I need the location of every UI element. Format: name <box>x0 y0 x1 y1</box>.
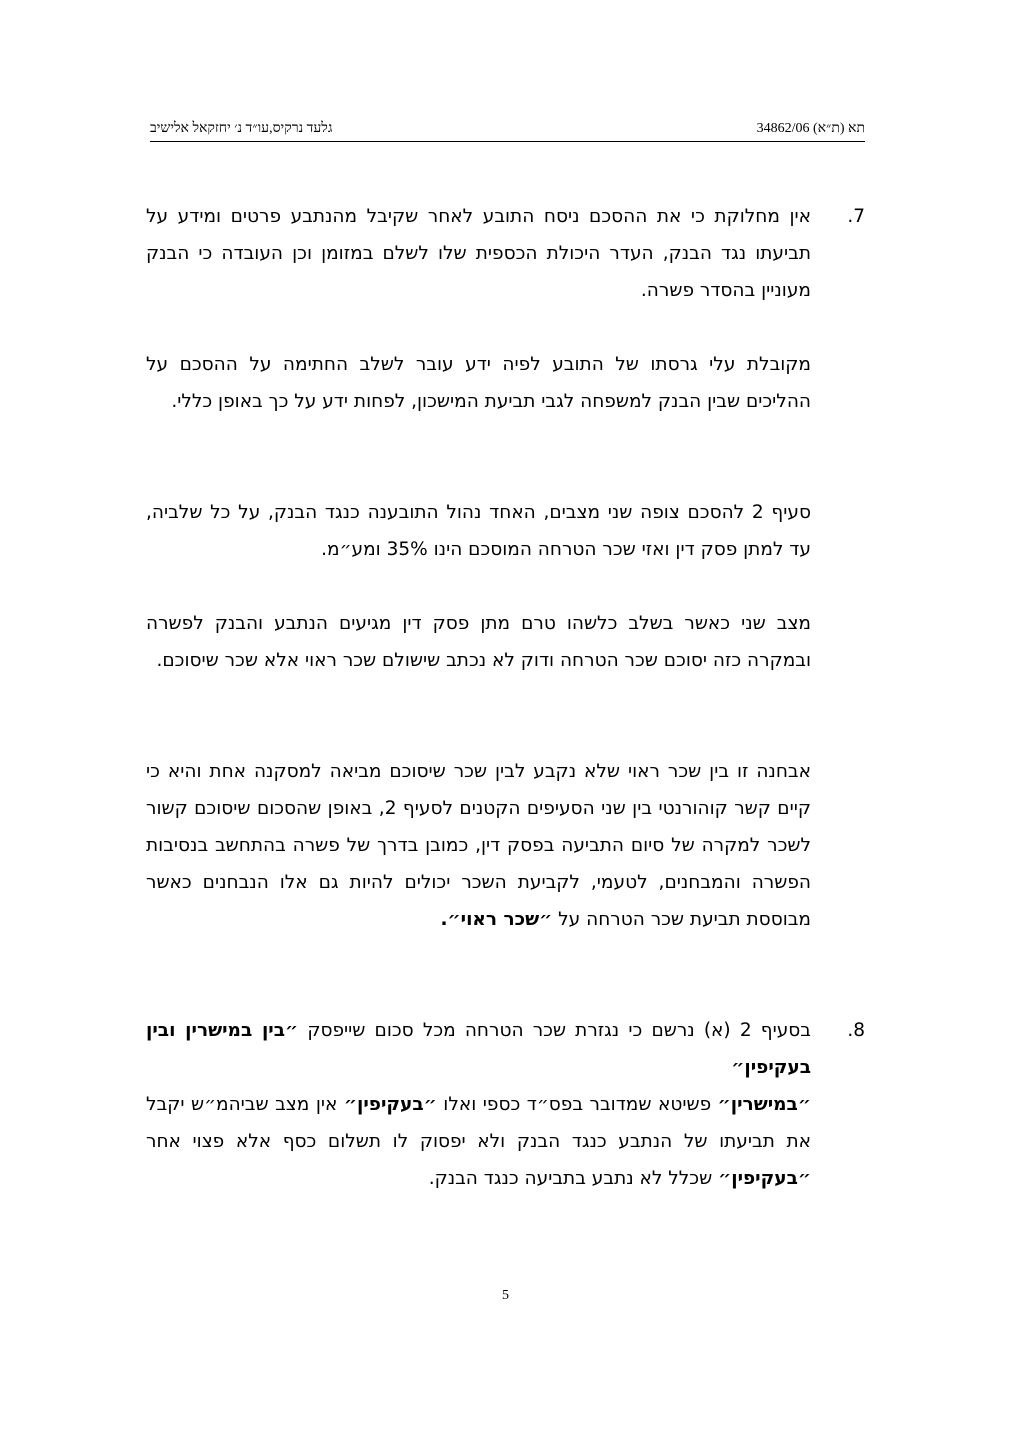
section-8-paragraph <box>146 1012 811 1197</box>
paragraph-text: מקובלת עלי גרסתו של התובע לפיה ידע עובר לשלב החתימה על ההסכם על ההליכים שבין הבנק למשפחה לגבי תביעת המישכון, לפחות ידע על כך באופן כללי. <box>146 354 811 412</box>
paragraph-text: מצב שני כאשר בשלב כלשהו טרם מתן פסק דין מגיעים הנתבע והבנק לפשרה ובמקרה כזה יסוכם שכר הטרחה ודוק לא נכתב שישולם שכר ראוי אלא שכר שיסוכם. <box>146 613 811 671</box>
section-7-paragraph-3 <box>146 494 811 568</box>
emphasis-beakifin: ״בעקיפין״ <box>343 1094 437 1115</box>
paragraph-text-run: בסעיף 2 (א) נרשם כי נגזרת שכר הטרחה מכל סכום שייפסק <box>298 1020 812 1041</box>
emphasis-shachar-raui: ״שכר ראוי״. <box>440 909 553 930</box>
section-7-paragraph-1 <box>146 198 811 309</box>
section-7-paragraph-5 <box>146 753 811 938</box>
emphasis-beakifin: ״בעקיפין״ <box>718 1168 811 1189</box>
emphasis-bemishrin: ״במישרין״ <box>717 1094 811 1115</box>
paragraph-text <box>146 753 811 938</box>
section-7-paragraph-4 <box>146 605 811 679</box>
paragraph-text-run: פשיטא שמדובר בפס״ד כספי ואלו <box>436 1094 718 1115</box>
paragraph-text <box>146 1012 811 1086</box>
page-number: 5 <box>502 1288 509 1303</box>
paragraph-text-run: שכלל לא נתבע בתביעה כנגד הבנק. <box>428 1168 719 1189</box>
section-7-paragraph-2 <box>146 346 811 420</box>
paragraph-text: אין מחלוקת כי את ההסכם ניסח התובע לאחר שקיבל מהנתבע פרטים ומידע על תביעתו נגד הבנק, העדר היכולת הכספית שלו לשלם במזומן וכן העובדה כי הבנק מעוניין בהסדר פשרה. <box>146 206 811 301</box>
paragraph-text-run: אין מצב שביהמ״ש יקבל את תביעתו של הנתבע כנגד הבנק ולא יפסוק לו תשלום כסף אלא פצוי אחר <box>146 1094 811 1152</box>
paragraph-text <box>146 1086 811 1197</box>
case-number: תא (ת״א) 34862/06 <box>756 121 865 136</box>
emphasis-bein-bemishrin: ״בין במישרין ובין בעקיפין״ <box>146 1020 811 1078</box>
paragraph-text-run: אבחנה זו בין שכר ראוי שלא נקבע לבין שכר שיסוכם מביאה למסקנה אחת והיא כי קיים קשר קוהורנטי בין שני הסעיפים הקטנים לסעיף 2, באופן שהסכום שיסוכם קשור לשכר למקרה של סיום התביעה בפסק דין, כמובן בדרך של פשרה בהתחשב בנסיבות הפשרה והמבחנים, לטעמי, לקביעת השכר יכולים להיות גם אלו הנבחנים כאשר מבוססת תביעת שכר הטרחה על <box>146 761 811 930</box>
paragraph-text: סעיף 2 להסכם צופה שני מצבים, האחד נהול התובענה כנגד הבנק, על כל שלביה, עד למתן פסק דין ואזי שכר הטרחה המוסכם הינו 35% ומע״מ. <box>146 502 811 560</box>
section-number-8: .8 <box>847 1020 865 1041</box>
page-header <box>150 119 865 142</box>
section-number-7: .7 <box>847 206 865 227</box>
case-title: גלעד נרקיס,עו״ד נ׳ יחזקאל אלישיב <box>150 121 333 136</box>
